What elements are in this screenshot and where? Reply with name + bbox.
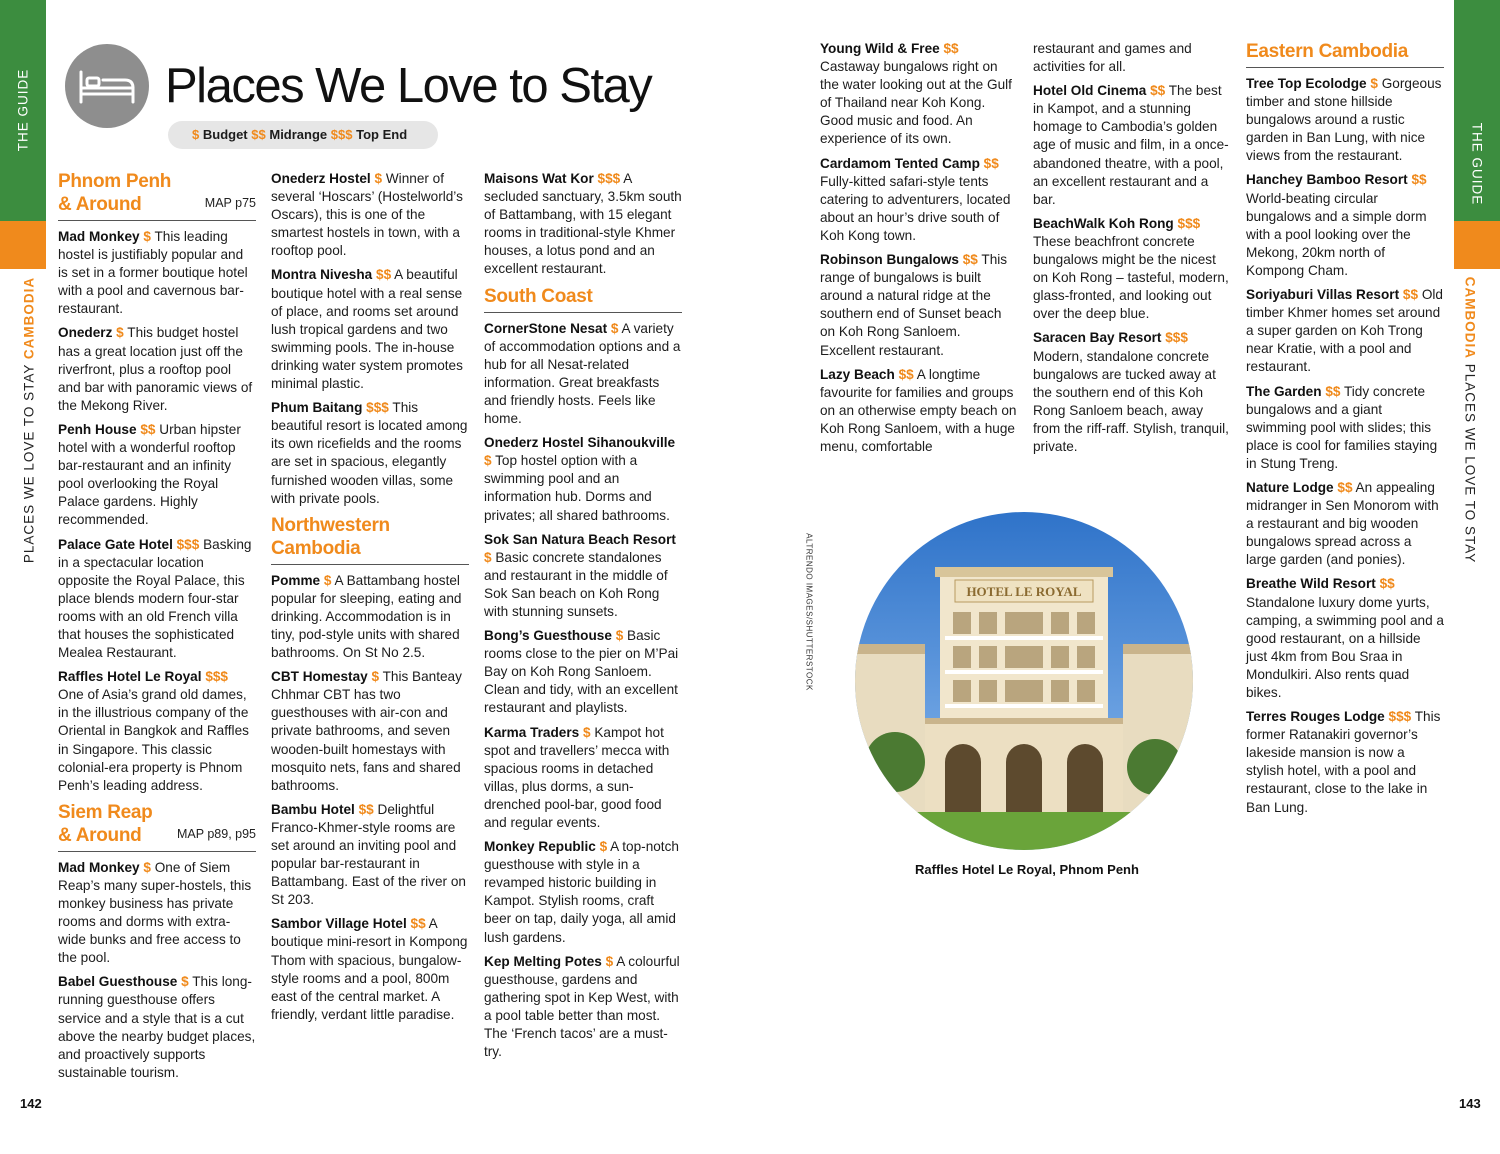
entry-price: $$: [1337, 479, 1353, 495]
entry-price: $: [143, 229, 151, 244]
entry-description: Gorgeous timber and stone hillside bungalows around a rustic garden in Ban Lung, with nice views from the restaurant.: [1246, 76, 1442, 164]
entry-name: Nature Lodge: [1246, 479, 1334, 495]
accommodation-entry: [484, 627, 682, 717]
side-running-head-right: [1463, 277, 1478, 564]
section-title-line: Eastern Cambodia: [1246, 41, 1409, 62]
entry-price: $: [374, 171, 383, 186]
accommodation-entry: [1246, 708, 1444, 817]
accommodation-entry: [1033, 82, 1231, 209]
entry-name: Onederz Hostel: [271, 171, 371, 186]
entry-price: $$$: [1388, 709, 1412, 725]
map-reference: MAP p89, p95: [177, 826, 256, 841]
accommodation-entry: [484, 724, 682, 833]
entry-price: $$$: [1165, 330, 1188, 346]
entry-price: $$$: [1177, 215, 1201, 231]
accommodation-entry: [58, 668, 256, 795]
entry-price: $$: [943, 41, 959, 56]
page-number-right: 143: [1459, 1096, 1481, 1111]
accommodation-entry: [484, 953, 682, 1062]
running-head-accent: CAMBODIA: [1462, 276, 1478, 359]
accommodation-entry: [820, 155, 1018, 245]
entry-description: This Banteay Chhmar CBT has two guesthouses with air-con and private bathrooms, and seven wooden-built homestays with mosquito nets, fans and shared bathrooms.: [271, 669, 462, 793]
entry-description: Urban hipster hotel with a wonderful rooftop bar-restaurant and an infinity pool overlooking the Royal Palace gardens. Highly recommended.: [58, 421, 241, 528]
legend-top-label: Top End: [356, 127, 408, 142]
accommodation-entry: [820, 366, 1018, 456]
entry-name: Hanchey Bamboo Resort: [1246, 172, 1408, 188]
entry-price: $: [583, 724, 591, 740]
entry-price: $$: [1379, 576, 1395, 592]
photo-credit: ALTRENDO IMAGES/SHUTTERSTOCK: [804, 533, 814, 691]
entry-description: restaurant and games and activities for all.: [1033, 41, 1192, 75]
section-heading: [1246, 40, 1444, 68]
entry-price: $: [1370, 76, 1378, 91]
entry-continuation: [1033, 40, 1231, 76]
accommodation-entry: [484, 170, 682, 279]
section-title-line: South Coast: [484, 285, 593, 307]
entry-description: A longtime favourite for families and groups on an otherwise empty beach on Koh Rong Sanloem, with a huge menu, comfortable: [820, 366, 1017, 454]
entry-description: Winner of several ‘Hoscars’ (Hostelworld’s Oscars), this is one of the smartest hostels in town, with a rooftop pool.: [271, 171, 463, 259]
entry-name: Bambu Hotel: [271, 801, 355, 817]
text-column-6: [1246, 40, 1444, 823]
accommodation-entry: [484, 320, 682, 429]
entry-description: A variety of accommodation options and a hub for all Nesat-related information. Great breakfasts and friendly hosts. Feels like home.: [484, 320, 681, 427]
entry-description: A boutique mini-resort in Kompong Thom with spacious, bungalow-style rooms and a pool, 800m east of the central market. A friendly, verdant little paradise.: [271, 916, 468, 1022]
accommodation-entry: [820, 40, 1018, 149]
text-column-1: [58, 170, 256, 1088]
legend-budget-label: Budget: [202, 127, 248, 142]
side-tab-orange-left: [0, 221, 46, 269]
accommodation-entry: [58, 973, 256, 1082]
entry-name: Robinson Bungalows: [820, 252, 959, 268]
accommodation-entry: [271, 668, 469, 795]
accommodation-entry: [271, 266, 469, 393]
entry-description: Tidy concrete bungalows and a giant swimming pool with slides; this place is cool for families staying in Stung Treng.: [1246, 383, 1438, 471]
entry-price: $$: [358, 801, 374, 817]
entry-description: Basking in a spectacular location opposite the Royal Palace, this place blends modern four-star rooms with an old French villa that houses the sophisticated Mealea Restaurant.: [58, 536, 252, 661]
accommodation-entry: [58, 324, 256, 414]
entry-name: Sok San Natura Beach Resort: [484, 531, 676, 547]
entry-description: A beautiful boutique hotel with a real sense of place, and rooms set around lush tropical gardens and two swimming pools. The in-house drinking water system promotes minimal plastic.: [271, 267, 463, 392]
accommodation-entry: [484, 434, 682, 524]
entry-price: $: [181, 974, 189, 990]
entry-name: BeachWalk Koh Rong: [1033, 215, 1174, 231]
entry-description: Castaway bungalows right on the water looking out at the Gulf of Thailand near Koh Kong. Good music and food. An experience of its own.: [820, 59, 1012, 147]
hotel-sign: HOTEL LE ROYAL: [966, 584, 1082, 599]
entry-description: This beautiful resort is located among its own ricefields and the rooms are set in spacious, elegantly furnished wooden villas, some with private pools.: [271, 400, 468, 506]
page-number-left: 142: [20, 1096, 42, 1111]
entry-name: Karma Traders: [484, 724, 580, 740]
entry-description: Basic concrete standalones and restaurant in the middle of Sok San beach on Koh Rong with stunning sunsets.: [484, 549, 668, 619]
entry-price: $: [605, 953, 614, 969]
entry-price: $$: [140, 421, 156, 437]
entry-name: Sambor Village Hotel: [271, 916, 407, 932]
entry-price: $: [143, 859, 151, 875]
side-guide-label-left: THE GUIDE: [15, 68, 31, 152]
section-heading: [484, 285, 682, 313]
entry-description: Delightful Franco-Khmer-style rooms are set around an inviting pool and popular bar-restaurant in Battambang. East of the river on St 203.: [271, 801, 466, 908]
accommodation-entry: [271, 572, 469, 662]
accommodation-entry: [1246, 479, 1444, 569]
bed-icon: [65, 44, 149, 128]
entry-description: Basic rooms close to the pier on M’Pai Bay on Koh Rong Sanloem. Clean and tidy, with an excellent restaurant and playlists.: [484, 628, 679, 716]
entry-name: Lazy Beach: [820, 366, 895, 382]
entry-description: World-beating circular bungalows and a simple dorm with a pool looking over the Mekong, 20km north of Kompong Cham.: [1246, 190, 1427, 278]
entry-name: Soriyaburi Villas Resort: [1246, 287, 1400, 303]
entry-name: Penh House: [58, 421, 137, 437]
entry-price: $: [599, 839, 608, 855]
entry-price: $$$: [205, 669, 228, 685]
legend-mid-label: Midrange: [269, 127, 328, 142]
entry-name: Montra Nivesha: [271, 267, 373, 283]
entry-description: This budget hostel has a great location just off the riverfront, plus a rooftop pool and bar with panoramic views of the Mekong River.: [58, 325, 253, 413]
section-title-line: & Around: [58, 194, 142, 215]
entry-name: Kep Melting Potes: [484, 953, 602, 969]
entry-description: One of Asia’s grand old dames, in the illustrious company of the Oriental in Bangkok and Raffles in Singapore. This classic colonial-era property is Phnom Penh’s leading address.: [58, 687, 249, 793]
entry-description: Modern, standalone concrete bungalows are tucked away at the southern end of this Koh Rong Sanloem beach, away from the riff-raff. Stylish, tranquil, private.: [1033, 348, 1229, 454]
entry-price: $$$: [366, 400, 389, 416]
text-column-2: [271, 170, 469, 1030]
entry-description: A colourful guesthouse, gardens and gathering spot in Kep West, with a pool table better than most. The ‘French tacos’ are a must-try.: [484, 953, 680, 1060]
entry-description: Standalone luxury dome yurts, camping, a swimming pool and a good restaurant, on a hillside just 4km from Bou Sraa in Mondulkiri. Also rents quad bikes.: [1246, 594, 1444, 700]
entry-description: Old timber Khmer homes set around a super garden on Koh Trong near Kratie, with a pool and restaurant.: [1246, 287, 1443, 375]
entry-name: Young Wild & Free: [820, 41, 940, 56]
entry-price: $$$: [597, 171, 621, 186]
entry-price: $: [371, 669, 380, 685]
entry-name: Breathe Wild Resort: [1246, 576, 1376, 592]
entry-description: Top hostel option with a swimming pool and an information hub. Dorms and privates; all shared bathrooms.: [484, 453, 670, 523]
entry-name: Phum Baitang: [271, 400, 363, 416]
entry-price: $$: [983, 155, 999, 171]
entry-description: These beachfront concrete bungalows might be the nicest on Koh Rong – tasteful, modern, glass-fronted, and looking out over the deep blue.: [1033, 233, 1229, 322]
entry-price: $$: [1411, 172, 1427, 188]
entry-name: Raffles Hotel Le Royal: [58, 669, 202, 685]
section-title-line: Siem Reap: [58, 801, 153, 823]
accommodation-entry: [271, 399, 469, 508]
running-head-plain: PLACES WE LOVE TO STAY: [1462, 358, 1478, 564]
accommodation-entry: [58, 859, 256, 968]
entry-price: $$: [1325, 383, 1341, 399]
entry-description: This former Ratanakiri governor’s lakeside mansion is now a stylish hotel, with a pool and restaurant, close to the lake in Ban Lung.: [1246, 709, 1441, 815]
running-head-plain: PLACES WE LOVE TO STAY: [21, 359, 37, 564]
entry-description: This leading hostel is justifiably popular and is set in a former boutique hotel with a pool and cavernous bar-restaurant.: [58, 229, 248, 317]
entry-name: Onederz: [58, 325, 113, 341]
section-title-line: Phnom Penh: [58, 171, 172, 192]
entry-name: Mad Monkey: [58, 859, 140, 875]
section-heading: [58, 801, 256, 852]
entry-description: Fully-kitted safari-style tents catering to adventurers, located about an hour’s drive south of Koh Kong town.: [820, 173, 1011, 243]
legend-top-symbol: $$$: [330, 127, 353, 142]
entry-name: Monkey Republic: [484, 839, 596, 855]
entry-price: $$: [1150, 83, 1166, 99]
entry-price: $: [615, 628, 624, 644]
accommodation-entry: [271, 915, 469, 1024]
accommodation-entry: [1033, 215, 1231, 324]
entry-price: $: [116, 325, 124, 341]
entry-description: A secluded sanctuary, 3.5km south of Battambang, with 15 elegant rooms in traditional-style Khmer houses, a lotus pond and an excellent restaurant.: [484, 171, 682, 277]
accommodation-entry: [58, 421, 256, 530]
entry-description: This long-running guesthouse offers service and a style that is a cut above the nearby budget places, and proactively supports sustainable tourism.: [58, 974, 256, 1080]
entry-name: Hotel Old Cinema: [1033, 83, 1147, 99]
accommodation-entry: [1246, 171, 1444, 280]
section-heading: [271, 514, 469, 565]
legend-budget-symbol: $: [192, 127, 200, 142]
section-title-line: Northwestern: [271, 514, 390, 536]
entry-name: Babel Guesthouse: [58, 974, 178, 990]
entry-description: An appealing midranger in Sen Monorom with a restaurant and big wooden bungalows spread across a large garden (and ponies).: [1246, 479, 1439, 568]
entry-price: $: [610, 320, 619, 336]
entry-name: Palace Gate Hotel: [58, 536, 173, 552]
entry-description: A top-notch guesthouse with style in a revamped historic building in Kampot. Stylish rooms, craft beer on tap, daily yoga, all amid lush gardens.: [484, 839, 679, 945]
entry-name: CBT Homestay: [271, 669, 368, 685]
accommodation-entry: [58, 228, 256, 318]
accommodation-entry: [1246, 575, 1444, 702]
photo-caption: Raffles Hotel Le Royal, Phnom Penh: [915, 862, 1139, 877]
entry-name: Bong’s Guesthouse: [484, 628, 612, 644]
side-running-head-left: [22, 277, 37, 563]
entry-name: The Garden: [1246, 383, 1322, 399]
accommodation-entry: [58, 536, 256, 663]
entry-description: A Battambang hostel popular for sleeping, eating and drinking. Accommodation is in tiny, pod-style units with shared bathrooms. On St No 2.5.: [271, 572, 462, 661]
accommodation-entry: [1246, 383, 1444, 473]
page-title: Places We Love to Stay: [165, 59, 652, 113]
hotel-photo: [855, 512, 1193, 850]
section-heading: [58, 170, 256, 221]
accommodation-entry: [1246, 286, 1444, 376]
accommodation-entry: [484, 838, 682, 947]
accommodation-entry: [271, 801, 469, 910]
entry-price: $: [323, 572, 332, 588]
entry-description: The best in Kampot, and a stunning homage to Cambodia’s golden age of music and film, in a once-abandoned theatre, with a pool, an excellent restaurant and a bar.: [1033, 83, 1229, 207]
map-reference: MAP p75: [204, 196, 256, 210]
running-head-accent: CAMBODIA: [21, 276, 37, 360]
accommodation-entry: [484, 531, 682, 621]
entry-price: $: [484, 549, 492, 565]
text-column-4: [820, 40, 1018, 462]
entry-name: Saracen Bay Resort: [1033, 330, 1162, 346]
entry-name: Cardamom Tented Camp: [820, 155, 980, 171]
entry-price: $$: [898, 366, 914, 382]
entry-name: Pomme: [271, 572, 321, 588]
section-title-line: & Around: [58, 824, 142, 846]
entry-price: $$: [410, 916, 426, 932]
entry-name: Onederz Hostel Sihanoukville: [484, 435, 676, 451]
entry-name: Tree Top Ecolodge: [1246, 76, 1367, 91]
entry-price: $$: [376, 267, 392, 283]
entry-price: $$$: [176, 536, 200, 552]
text-column-5: [1033, 40, 1231, 462]
text-column-3: [484, 170, 682, 1067]
legend-mid-symbol: $$: [251, 127, 266, 142]
accommodation-entry: [1033, 329, 1231, 456]
entry-description: This range of bungalows is built around a natural ridge at the southern end of Sunset beach on Koh Rong Sanloem. Excellent restaurant.: [820, 252, 1008, 358]
entry-description: One of Siem Reap’s many super-hostels, this monkey business has private rooms and dorms with extra-wide bunks and free access to the pool.: [58, 859, 252, 966]
side-tab-orange-right: [1454, 221, 1500, 269]
entry-name: Terres Rouges Lodge: [1246, 709, 1385, 725]
entry-description: Kampot hot spot and travellers’ mecca with spacious rooms in detached villas, plus dorms, a sun-drenched pool-bar, good food and regular events.: [484, 724, 670, 830]
entry-price: $: [484, 453, 492, 469]
side-guide-label-right: THE GUIDE: [1469, 122, 1485, 206]
entry-name: Mad Monkey: [58, 229, 140, 244]
entry-name: Maisons Wat Kor: [484, 171, 594, 186]
entry-price: $$: [962, 252, 978, 268]
accommodation-entry: [1246, 75, 1444, 165]
accommodation-entry: [271, 170, 469, 260]
accommodation-entry: [820, 251, 1018, 360]
section-title-line: Cambodia: [271, 537, 361, 559]
entry-name: CornerStone Nesat: [484, 320, 608, 336]
price-legend: [168, 121, 438, 149]
entry-price: $$: [1402, 287, 1419, 303]
